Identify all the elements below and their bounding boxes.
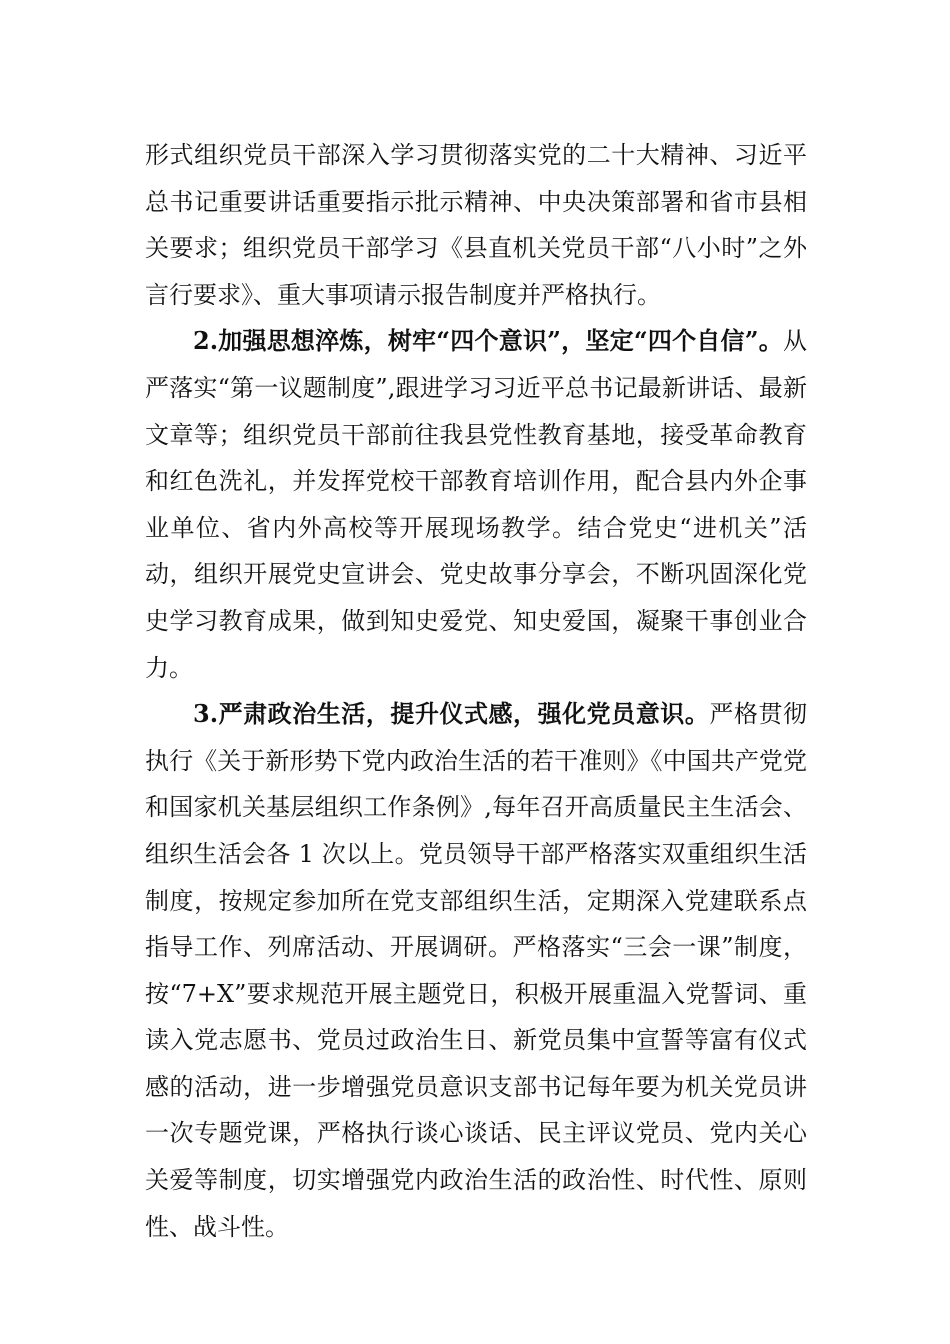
- paragraph-3: [145, 691, 807, 1250]
- paragraph-2-heading: 2.加强思想淬炼，树牢“四个意识”，坚定“四个自信”。: [193, 326, 783, 356]
- paragraph-1-body: 形式组织党员干部深入学习贯彻落实党的二十大精神、习近平总书记重要讲话重要指示批示精神、中央决策部署和省市县相关要求；组织党员干部学习《县直机关党员干部“八小时”之外言行要求》、重大事项请示报告制度并严格执行。: [145, 141, 807, 309]
- paragraph-2-body: 从严落实“第一议题制度”,跟进学习习近平总书记最新讲话、最新文章等；组织党员干部前往我县党性教育基地，接受革命教育和红色洗礼，并发挥党校干部教育培训作用，配合县内外企事业单位、省内外高校等开展现场教学。结合党史“进机关”活动，组织开展党史宣讲会、党史故事分享会，不断巩固深化党史学习教育成果，做到知史爱党、知史爱国，凝聚干事创业合力。: [145, 327, 807, 682]
- paragraph-3-heading: 3.严肃政治生活，提升仪式感，强化党员意识。: [193, 699, 710, 729]
- paragraph-3-body: 严格贯彻执行《关于新形势下党内政治生活的若干准则》《中国共产党党和国家机关基层组织工作条例》,每年召开高质量民主生活会、组织生活会各 1 次以上。党员领导干部严格落实双重组织生活制度，按规定参加所在党支部组织生活，定期深入党建联系点指导工作、列席活动、开展调研。严格落实“三会一课”制度，按“7+X”要求规范开展主题党日，积极开展重温入党誓词、重读入党志愿书、党员过政治生日、新党员集中宣誓等富有仪式感的活动，进一步增强党员意识支部书记每年要为机关党员讲一次专题党课，严格执行谈心谈话、民主评议党员、党内关心关爱等制度，切实增强党内政治生活的政治性、时代性、原则性、战斗性。: [145, 700, 807, 1241]
- paragraph-2: [145, 318, 807, 691]
- paragraph-1: [145, 132, 807, 318]
- document-page: [145, 132, 807, 1250]
